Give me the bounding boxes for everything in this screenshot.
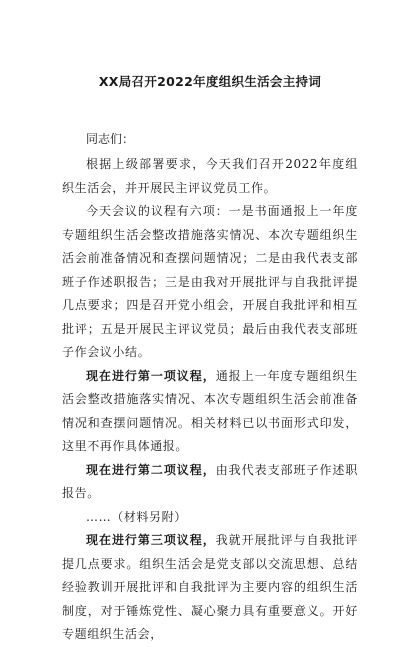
paragraph-item-1 bbox=[62, 365, 358, 459]
paragraph-lead: 现在进行第三项议程， bbox=[86, 533, 216, 547]
paragraph-text: ……（材料另附） bbox=[86, 509, 187, 524]
paragraph-item-2 bbox=[62, 459, 358, 506]
paragraph-text: 由我代表支部班子作述职报告。 bbox=[62, 462, 358, 500]
document-title: XX局召开2022年度组织生活会主持词 bbox=[98, 74, 322, 89]
paragraph-item-3 bbox=[62, 529, 358, 647]
paragraph-text: 通报上一年度专题组织生活会整改措施落实情况、本次专题组织生活会前准备情况和查摆问题情况。相关材料已以书面形式印发，这里不再作具体通报。 bbox=[62, 368, 358, 453]
paragraph-text: 我就开展批评与自我批评提几点要求。组织生活会是党支部以交流思想、总结经验教训开展批评和自我批评为主要内容的组织生活制度，对于锤炼党性、凝心聚力具有重要意义。开好专题组织生活会， bbox=[62, 533, 358, 641]
paragraph-intro bbox=[62, 153, 358, 200]
paragraph-text: 今天会议的议程有六项：一是书面通报上一年度专题组织生活会整改措施落实情况、本次专题组织生活会前准备情况和查摆问题情况；二是由我代表支部班子作述职报告；三是由我对开展批评与自我批评提几点要求；四是召开党小组会，开展自我批评和相互批评；五是开展民主评议党员；最后由我代表支部班子作会议小结。 bbox=[62, 204, 358, 359]
paragraph-agenda bbox=[62, 200, 358, 365]
paragraph-attachment-note bbox=[62, 506, 358, 530]
paragraph-lead: 现在进行第一项议程， bbox=[86, 368, 216, 383]
paragraph-lead: 现在进行第二项议程， bbox=[86, 462, 216, 477]
greeting: 同志们： bbox=[86, 132, 135, 146]
paragraph-text: 根据上级部署要求，今天我们召开2022年度组织生活会，并开展民主评议党员工作。 bbox=[62, 157, 358, 195]
